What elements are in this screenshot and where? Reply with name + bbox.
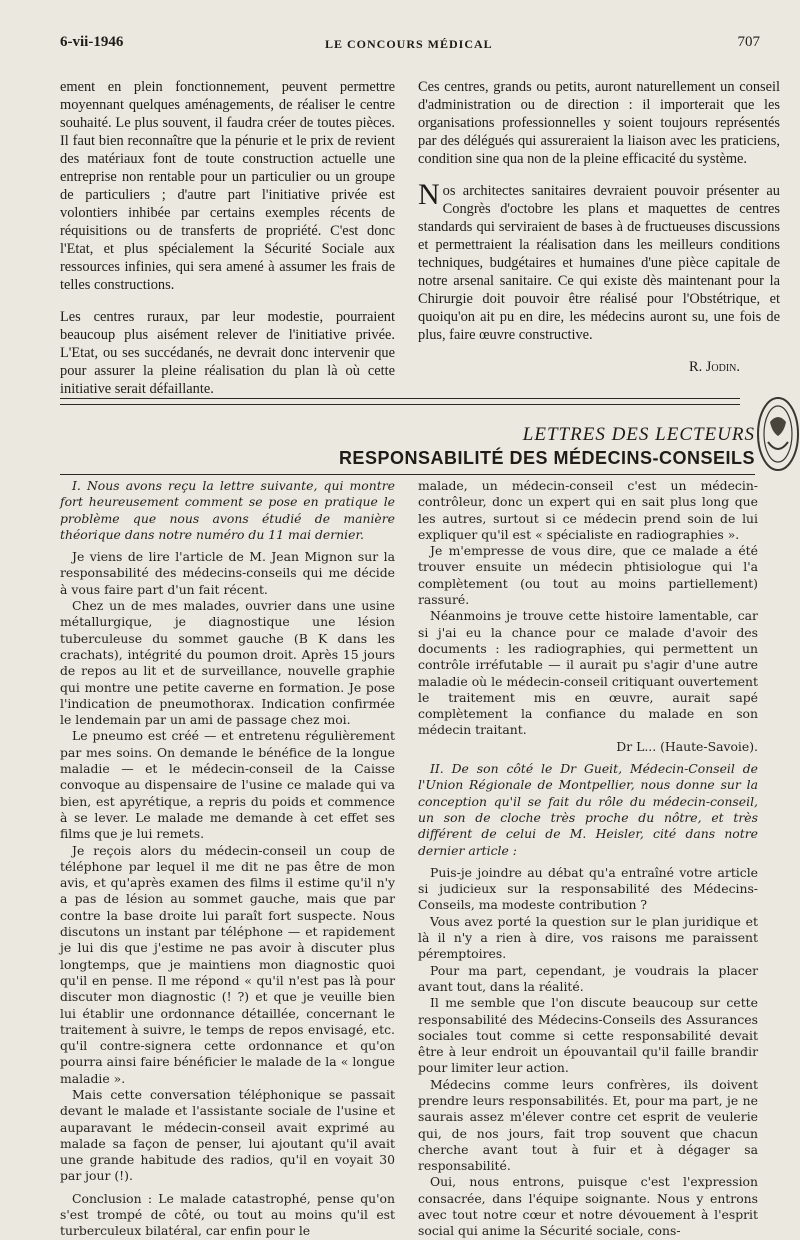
paragraph: Oui, nous entrons, puisque c'est l'expression consacrée, dans l'équipe soignante. Nous y entrons avec tout notre cœur et notre dévouement à l'esprit social qui anime la Sécurité sociale, cons- (418, 1174, 758, 1239)
title-underline (60, 474, 755, 475)
paragraph: Les centres ruraux, par leur modestie, pourraient beaucoup plus aisément relever de l'initiative privée. L'Etat, ou ses succédanés, ne devrait donc intervenir que pour assurer la pleine réalisation du plan là où cette initiative serait défaillante. (60, 309, 395, 397)
paragraph: Je m'empresse de vous dire, que ce malade a été trouver ensuite un médecin phtisiologue qui l'a complètement (ou tout au moins partiellement) rassuré. (418, 543, 758, 608)
bottom-right-column (418, 478, 758, 1240)
paragraph: Conclusion : Le malade catastrophé, pense qu'on s'est trompé de côté, ou tout au moins qu'il est turberculeux bilatéral, car enfin pour le (60, 1190, 395, 1239)
paragraph: ement en plein fonctionnement, peuvent permettre moyennant quelques aménagements, de réaliser le centre souhaité. Le plus souvent, il faudra créer de toutes pièces. Il faut bien reconnaître que la pénurie et le prix de revient des matériaux font de toute construction actuelle une entreprise non rentable pour un particulier ou un groupe de particuliers ; d'autre part l'initiative privée est volontiers inhibée par certains exemples récents de réquisitions ou de transferts de propriété. C'est donc l'Etat, et plus spécialement la Sécurité Sociale aux ressources infinies, qui sera amené à assumer les frais de telles constructions. (60, 79, 395, 293)
paragraph: Nos architectes sanitaires devraient pouvoir présenter au Congrès d'octobre les plans et maquettes de centres standards qui serviraient de bases à de fructueuses discussions et permettraient la réalisation dans les meilleurs conditions techniques, budgétaires et humaines d'une pièce capitale de notre arsenal sanitaire. Ce qui existe dès maintenant pour la Chirurgie doit pouvoir être réalisé pour l'Obstétrique, et quoiqu'on ait pu en dire, les médecins auront su, une fois de plus, faire œuvre constructive. (418, 178, 780, 343)
drop-cap: N (418, 178, 440, 211)
paragraph: Pour ma part, cependant, je voudrais la placer avant tout, dans la réalité. (418, 962, 758, 994)
letter-signature: Dr L... (Haute-Savoie). (616, 738, 758, 754)
article-title: RESPONSABILITÉ DES MÉDECINS-CONSEILS (338, 448, 755, 468)
paragraph: Puis-je joindre au débat qu'a entraîné votre article si judicieux sur la responsabilité des Médecins-Conseils, ma modeste contribution ? (418, 864, 758, 913)
editor-introduction: I. Nous avons reçu la lettre suivante, qui montre fort heureusement comment se pose en pratique le problème que nous avons étudié de manière théorique dans notre numéro du 11 mai dernier. (60, 478, 395, 542)
paragraph: malade, un médecin-conseil c'est un médecin-contrôleur, donc un expert qui en sait plus long que les autres, surtout si ce médecin prend soin de lui expliquer qu'il est « spécialiste en radiographies ». (418, 478, 758, 542)
library-stamp-icon (752, 392, 800, 477)
paragraph: Vous avez porté la question sur le plan juridique et là il n'y a rien à dire, vos raisons me paraissent péremptoires. (418, 913, 758, 962)
running-header (60, 34, 760, 56)
paragraph: Chez un de mes malades, ouvrier dans une usine métallurgique, je diagnostique une lésion tuberculeuse du sommet gauche (B K dans les crachats), intégrité du poumon droit. Après 15 jours de repos au lit et de surveillance, nouvelle graphie qui montre une petite caverne en formation. Je pose l'indication de pneumothorax. Indication confirmée le lendemain par un ami de passage chez moi. (60, 598, 395, 728)
paragraph: Médecins comme leurs confrères, ils doivent prendre leurs responsabilités. Et, pour ma part, je ne saurais assez m'élever contre cet esprit de veulerie qui, de nos jours, fait trop souvent que chacun cherche avant tout à fuir et à dégager sa responsabilité. (418, 1076, 758, 1174)
paragraph: Néanmoins je trouve cette histoire lamentable, car si j'ai eu la chance pour ce malade d'avoir des documents : les radiographies, qui permettent un contrôle irréfutable — il aurait pu s'agir d'une autre maladie où le médecin-conseil critiquant ouvertement le traitement mis en œuvre, aurait sapé complètement la confiance du malade en son médecin traitant. (418, 608, 758, 738)
section-kicker: LETTRES DES LECTEURS (522, 424, 755, 445)
bottom-left-column (60, 478, 395, 1240)
editor-introduction: II. De son côté le Dr Gueit, Médecin-Conseil de l'Union Régionale de Montpellier, nous donne sur la conception qu'il se fait du rôle du médecin-conseil, un son de cloche très proche du nôtre, et très différent de celui de M. Heisler, cité dans notre dernier article : (418, 761, 758, 858)
author-signature: R. Jodin. (689, 359, 740, 375)
issue-date: 6-vii-1946 (60, 34, 124, 50)
top-left-column (60, 78, 395, 412)
paragraph: Il me semble que l'on discute beaucoup sur cette responsabilité des Médecins-Conseils des Assurances sociales tout comme si cette responsabilité devait être à leur endroit un épouvantail qu'il faille brandir pour limiter leur action. (418, 995, 758, 1076)
paragraph: Mais cette conversation téléphonique se passait devant le malade et l'assistante sociale de l'usine et auparavant le médecin-conseil avait exprimé au malade sa façon de penser, lui ajoutant qu'il avait une grande habitude des radios, qu'il en voyait 30 par jour (!). (60, 1086, 395, 1184)
page-number: 707 (737, 34, 760, 50)
paragraph: Ces centres, grands ou petits, auront naturellement un conseil d'administration ou de direction : il importerait que les organisations professionnelles y soient toujours représentés par des délégués qui assureraient la liaison avec les praticiens, condition sine qua non de la pleine efficacité du système. (418, 79, 780, 167)
journal-title: LE CONCOURS MÉDICAL (325, 37, 493, 51)
paragraph: Le pneumo est créé — et entretenu régulièrement par mes soins. On demande le bénéfice de la longue maladie — et le médecin-conseil de la Caisse convoque au dispensaire de l'usine ce malade qui va bien, est apyrétique, a repris du poids et commence à se lever. Le malade me demande à cet effet ses films que je lui remets. (60, 728, 395, 842)
section-divider (60, 404, 740, 405)
paragraph: Je reçois alors du médecin-conseil un coup de téléphone par lequel il me dit ne pas être de mon avis, et qu'après examen des films il estime qu'il n'y a pas de lésion au sommet gauche, mais que par contre la base droite lui paraît fort suspecte. Nous discutons un instant par téléphone — et rapidement je lui dis que j'estime ne pas avoir à discuter plus longtemps, que je maintiens mon diagnostic quoi qu'il en pense. Il me répond « qu'il n'est pas là pour discuter mon diagnostic (! ?) et que je veuille bien lui établir une ordonnance détaillée, concernant le traitement à suivre, le temps de repos envisagé, etc. qu'il contre-signera cette ordonnance et qu'on pourra ainsi faire bénéficier le malade de la « longue maladie ». (60, 842, 395, 1086)
top-right-column (418, 78, 780, 376)
section-divider (60, 398, 740, 399)
paragraph: Je viens de lire l'article de M. Jean Mignon sur la responsabilité des médecins-conseils qui me décide à vous faire part d'un fait récent. (60, 549, 395, 597)
